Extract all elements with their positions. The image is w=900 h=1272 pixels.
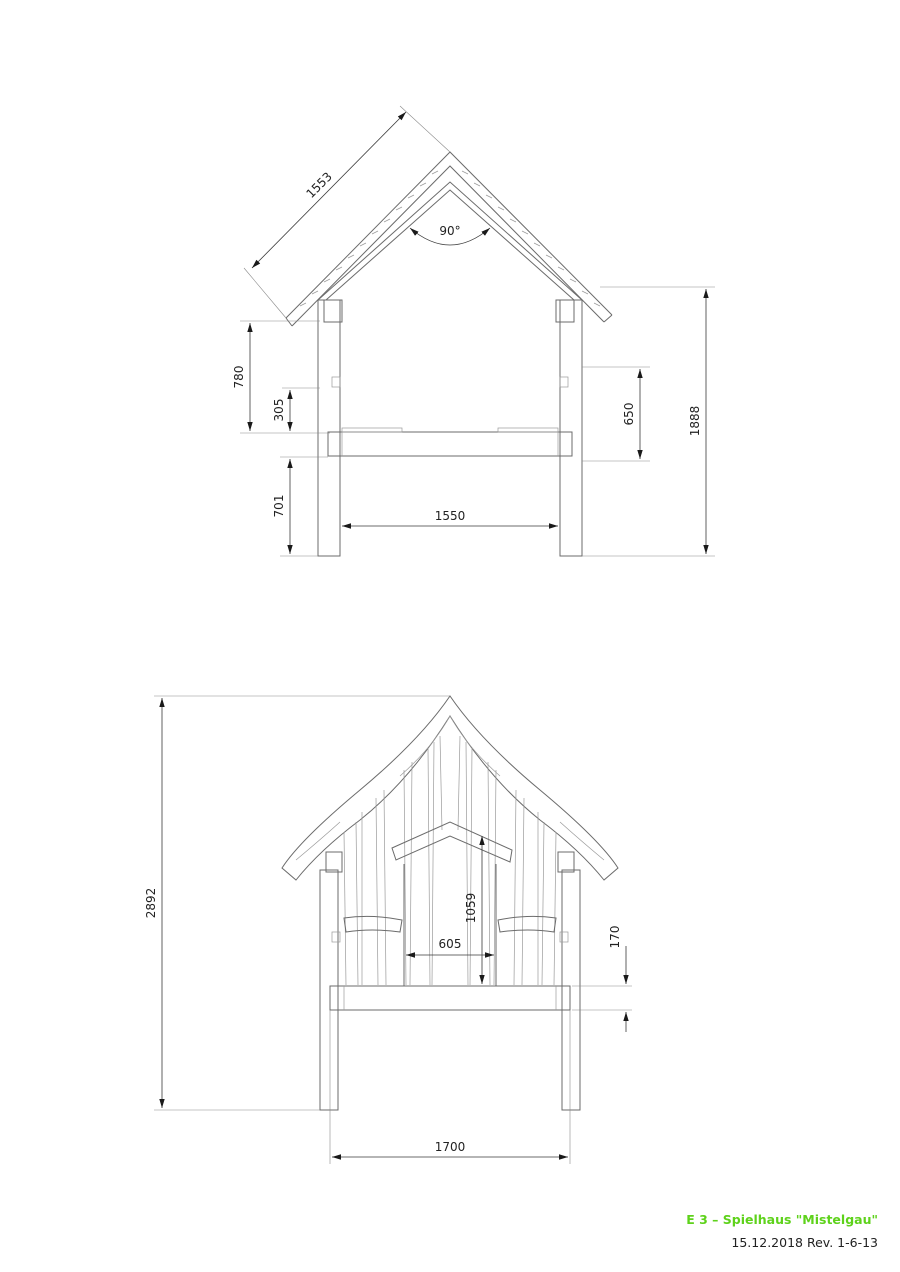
dim-lower-rail <box>272 388 320 431</box>
title-block <box>686 1212 878 1250</box>
dim-floor-step <box>572 926 632 1032</box>
dim-lower-rail-label: 305 <box>272 398 286 422</box>
dim-door-height-label: 1059 <box>464 892 478 924</box>
dim-front-total-height-label: 2892 <box>144 887 158 919</box>
dim-bench-height <box>582 367 650 461</box>
side-view <box>232 106 715 556</box>
front-window-sills <box>344 916 556 932</box>
dim-roof-slope-label: 1553 <box>303 169 335 201</box>
drawing-date: 15.12.2018 <box>731 1235 803 1250</box>
side-floor <box>328 428 572 456</box>
dim-post-spacing <box>342 509 558 526</box>
dim-roof-angle <box>410 224 490 245</box>
drawing-revision: Rev. 1-6-13 <box>806 1235 878 1250</box>
dim-base-width <box>330 1010 570 1164</box>
dim-floor-step-label: 170 <box>608 925 622 949</box>
front-floor <box>330 986 570 1010</box>
dim-roof-slope <box>244 106 450 318</box>
dim-bench-height-label: 650 <box>622 402 636 426</box>
drawing-meta <box>686 1235 878 1250</box>
dim-upper-height-label: 780 <box>232 365 246 389</box>
dim-side-total-height-label: 1888 <box>688 405 702 437</box>
drawing-title: E 3 – Spielhaus "Mistelgau" <box>686 1212 878 1227</box>
dim-post-spacing-label: 1550 <box>434 509 466 523</box>
dim-side-total-height <box>582 287 715 556</box>
dim-door-width <box>406 937 494 955</box>
dim-door-width-label: 605 <box>438 937 462 951</box>
front-posts <box>320 852 580 1110</box>
dim-roof-angle-label: 90° <box>439 224 461 238</box>
dim-base-width-label: 1700 <box>434 1140 466 1154</box>
dim-leg-height-label: 701 <box>272 494 286 518</box>
dim-leg-height <box>272 457 328 556</box>
front-view <box>144 696 632 1164</box>
